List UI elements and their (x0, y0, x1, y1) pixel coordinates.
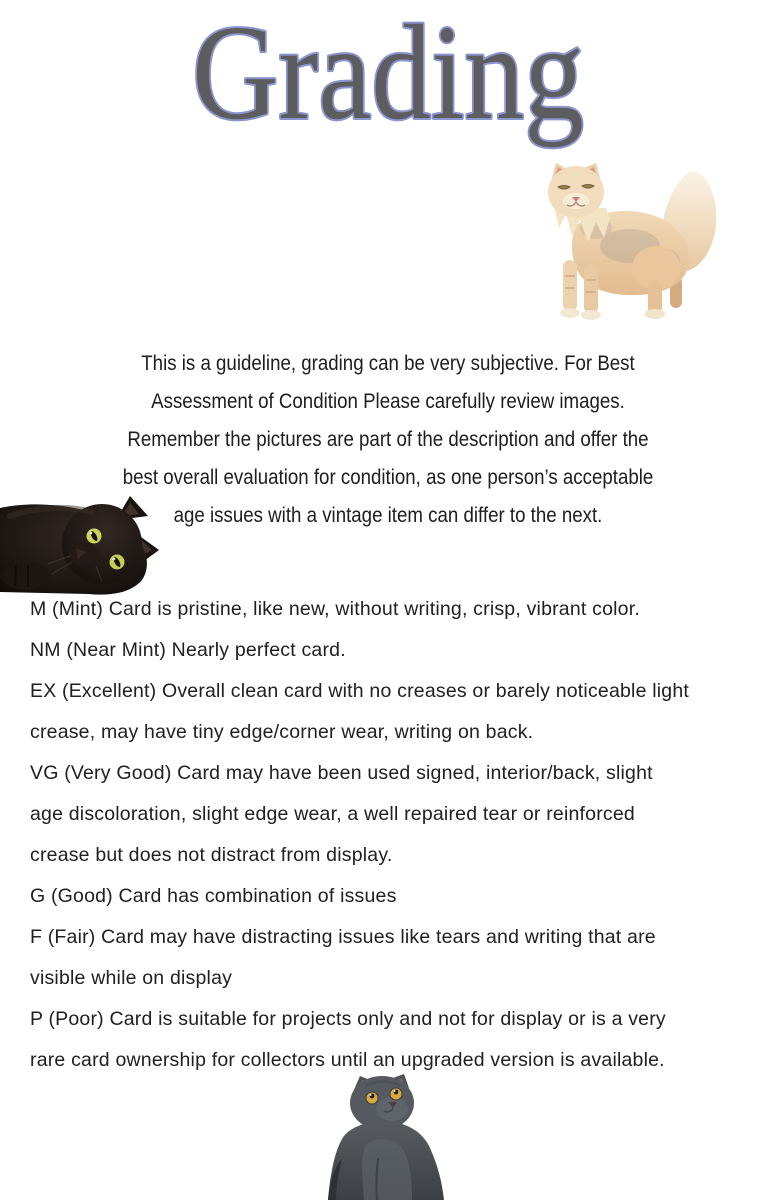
grade-line: M (Mint) Card is pristine, like new, without writing, crisp, vibrant color. (30, 598, 640, 620)
grade-line: F (Fair) Card may have distracting issues like tears and writing that are (30, 926, 656, 948)
grade-line: P (Poor) Card is suitable for projects only and not for display or is a very (30, 1008, 666, 1030)
grade-line: crease but does not distract from display. (30, 844, 393, 866)
grade-very-good (30, 753, 766, 876)
intro-line: This is a guideline, grading can be very subjective. For Best (141, 352, 635, 375)
gray-cat-image (326, 1074, 466, 1200)
grade-line: age discoloration, slight edge wear, a well repaired tear or reinforced (30, 803, 635, 825)
grade-line: EX (Excellent) Overall clean card with no creases or barely noticeable light (30, 680, 690, 702)
grade-excellent (30, 671, 766, 753)
grade-line: crease, may have tiny edge/corner wear, writing on back. (30, 721, 534, 743)
grade-line: rare card ownership for collectors until an upgraded version is available. (30, 1049, 665, 1071)
grade-mint (30, 589, 766, 630)
grade-near-mint (30, 630, 766, 671)
cream-cat-image (532, 162, 730, 320)
grade-line: NM (Near Mint) Nearly perfect card. (30, 639, 346, 661)
grade-line: G (Good) Card has combination of issues (30, 885, 397, 907)
page-title: Grading (192, 6, 584, 148)
grade-good (30, 876, 766, 917)
grade-fair (30, 917, 766, 999)
grade-list (30, 589, 766, 1081)
intro-line: age issues with a vintage item can differ to the next. (173, 504, 603, 527)
intro-paragraph (0, 345, 776, 535)
grade-line: visible while on display (30, 967, 233, 989)
grade-line: VG (Very Good) Card may have been used signed, interior/back, slight (30, 762, 653, 784)
page-title-art (0, 6, 776, 162)
intro-line: best overall evaluation for condition, as one person’s acceptable (122, 466, 654, 489)
intro-line: Assessment of Condition Please carefully review images. (151, 390, 625, 413)
intro-line: Remember the pictures are part of the description and offer the (127, 428, 649, 451)
grade-poor (30, 999, 766, 1081)
